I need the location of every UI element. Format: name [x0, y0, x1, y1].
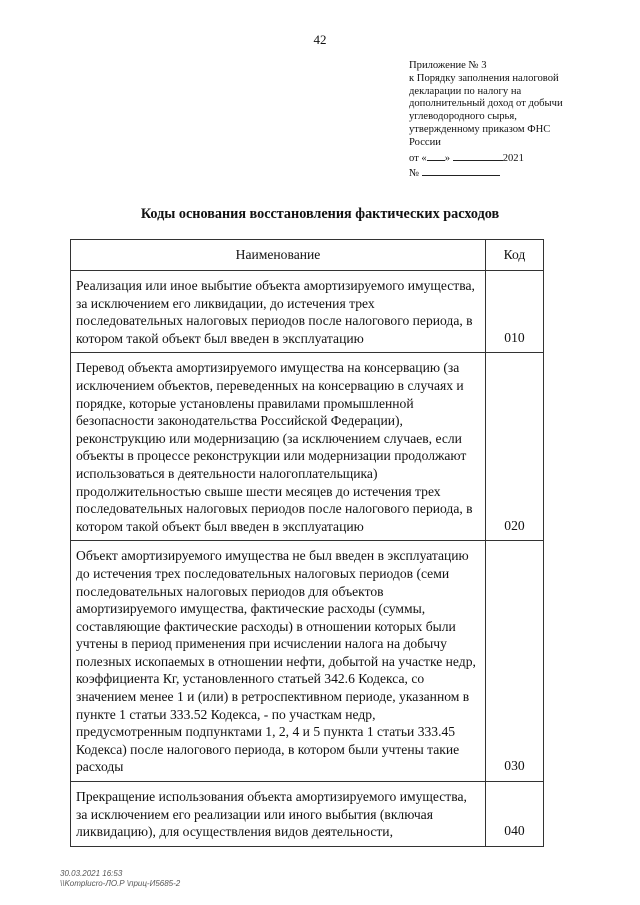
annex-number-line: [409, 165, 609, 181]
annex-line: углеводородного сырья,: [409, 111, 517, 123]
row-description: Перевод объекта амортизируемого имущества на консервацию (за исключением объектов, переведенных на консервацию в случаях и порядке, которые установлены правилами промышленной безопасности законодательства Российской Федерации), реконструкцию или модернизацию (за исключением случаев, если объекты в процессе реконструкции или модернизации продолжают использоваться в деятельности налогоплательщика) продолжительностью свыше шести месяцев до истечения трех последовательных налоговых периодов после налогового периода, в котором такой объект был введен в эксплуатацию: [71, 353, 486, 541]
annex-line: утвержденному приказом ФНС: [409, 123, 551, 135]
annex-line: России: [409, 136, 441, 148]
row-description: Прекращение использования объекта амортизируемого имущества, за исключением его реализации или иного выбытия (включая ликвидацию), для осуществления видов деятельности,: [71, 782, 486, 847]
table-row: [71, 271, 544, 353]
row-code: 020: [486, 353, 544, 541]
annex-date-prefix: от «: [409, 152, 427, 164]
row-code: 010: [486, 271, 544, 353]
table-header-row: [71, 240, 544, 271]
annex-line: Приложение № 3: [409, 60, 487, 71]
row-description: Объект амортизируемого имущества не был введен в эксплуатацию до истечения трех последовательных налоговых периодов (семи последовательных налоговых периодов для объектов амортизируемого имущества, фактические расходы (суммы, составляющие фактические расходы) в отношении которых были учтены в период применения при исчислении налога на добычу полезных ископаемых в отношении нефти, добытой на участке недр, коэффициента Кг, установленного статьей 342.6 Кодекса, со значением менее 1 и (или) в ретроспективном периоде, указанном в пункте 1 статьи 333.52 Кодекса, - по участкам недр, предусмотренным подпунктами 1, 2, 4 и 5 пункта 1 статьи 333.45 Кодекса) после налогового периода, в котором были учтены такие расходы: [71, 541, 486, 782]
column-header-code: Код: [486, 240, 544, 271]
table-row: [71, 782, 544, 847]
annex-date-year: 2021: [502, 152, 524, 164]
annex-line: декларации по налогу на: [409, 85, 522, 97]
annex-number-prefix: №: [409, 168, 420, 180]
annex-block: [409, 60, 609, 181]
row-code: 030: [486, 541, 544, 782]
column-header-name: Наименование: [71, 240, 486, 271]
annex-date-line: [409, 150, 609, 166]
annex-date-mid: »: [444, 152, 451, 164]
annex-line: к Порядку заполнения налоговой: [409, 72, 559, 84]
footer-stamp: [60, 869, 180, 889]
page-number: 42: [313, 32, 327, 47]
date-month-blank: [453, 150, 503, 161]
footer-file-path: \\Komplucro-ЛО.Р \приц-И5685-2: [60, 879, 181, 888]
annex-line: дополнительный доход от добычи: [409, 98, 563, 110]
table-row: [71, 353, 544, 541]
date-day-blank: [427, 150, 445, 161]
codes-table: [70, 239, 544, 847]
footer-timestamp: 30.03.2021 16:53: [60, 869, 123, 878]
number-blank: [422, 165, 500, 176]
row-description: Реализация или иное выбытие объекта амортизируемого имущества, за исключением его ликвидации, до истечения трех последовательных налоговых периодов после налогового периода, в котором такой объект был введен в эксплуатацию: [71, 271, 486, 353]
table-row: [71, 541, 544, 782]
row-code: 040: [486, 782, 544, 847]
document-title: Коды основания восстановления фактических расходов: [140, 206, 500, 222]
